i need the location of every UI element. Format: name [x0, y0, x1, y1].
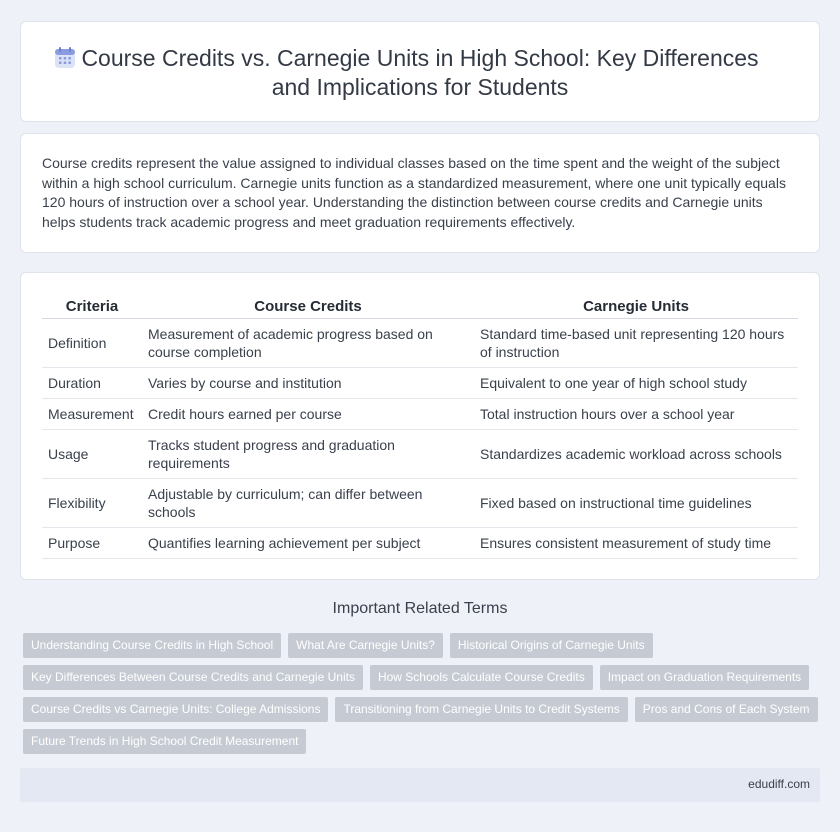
tag-link[interactable]: What Are Carnegie Units? — [288, 633, 443, 658]
table-row — [42, 319, 798, 368]
cell-criteria: Definition — [42, 319, 142, 368]
tag-link[interactable]: Transitioning from Carnegie Units to Credit Systems — [335, 697, 627, 722]
tag-link[interactable]: Historical Origins of Carnegie Units — [450, 633, 653, 658]
page-title-line-2: and Implications for Students — [271, 74, 569, 100]
tag-link[interactable]: Key Differences Between Course Credits and Carnegie Units — [23, 665, 363, 690]
table-row — [42, 368, 798, 399]
page-title-line-1: Course Credits vs. Carnegie Units in High School: Key Differences — [81, 45, 759, 71]
header-course-credits: Course Credits — [142, 295, 474, 319]
comparison-table — [42, 295, 798, 559]
cell-course-credits: Adjustable by curriculum; can differ between schools — [142, 479, 474, 528]
tag-link[interactable]: Understanding Course Credits in High School — [23, 633, 281, 658]
tag-link[interactable]: How Schools Calculate Course Credits — [370, 665, 593, 690]
cell-criteria: Purpose — [42, 528, 142, 559]
tag-link[interactable]: Future Trends in High School Credit Measurement — [23, 729, 306, 754]
footer-site-link[interactable]: edudiff.com — [748, 777, 810, 791]
cell-course-credits: Quantifies learning achievement per subject — [142, 528, 474, 559]
page-title — [21, 44, 819, 102]
tag-link[interactable]: Impact on Graduation Requirements — [600, 665, 809, 690]
footer — [20, 768, 820, 802]
cell-course-credits: Credit hours earned per course — [142, 399, 474, 430]
table-row — [42, 528, 798, 559]
header-criteria: Criteria — [42, 295, 142, 319]
tag-link[interactable]: Pros and Cons of Each System — [635, 697, 818, 722]
cell-criteria: Measurement — [42, 399, 142, 430]
table-header-row — [42, 295, 798, 319]
comparison-card — [20, 272, 820, 580]
related-terms-tags — [23, 633, 823, 761]
cell-course-credits: Tracks student progress and graduation requirements — [142, 430, 474, 479]
cell-carnegie-units: Total instruction hours over a school year — [474, 399, 798, 430]
related-terms-title: Important Related Terms — [332, 600, 508, 617]
intro-paragraph: Course credits represent the value assigned to individual classes based on the time spent and the weight of the subject within a high school curriculum. Carnegie units function as a standardized measurement, where one unit typically equals 120 hours of instruction over a school year. Understanding the distinction between course credits and Carnegie units helps students track academic progress and meet graduation requirements effectively. — [42, 155, 786, 230]
cell-criteria: Usage — [42, 430, 142, 479]
header-card — [20, 21, 820, 122]
table-row — [42, 479, 798, 528]
header-carnegie-units: Carnegie Units — [474, 295, 798, 319]
table-row — [42, 399, 798, 430]
cell-carnegie-units: Standardizes academic workload across schools — [474, 430, 798, 479]
cell-criteria: Duration — [42, 368, 142, 399]
cell-carnegie-units: Equivalent to one year of high school study — [474, 368, 798, 399]
cell-carnegie-units: Fixed based on instructional time guidelines — [474, 479, 798, 528]
cell-criteria: Flexibility — [42, 479, 142, 528]
intro-card — [20, 133, 820, 253]
cell-carnegie-units: Ensures consistent measurement of study time — [474, 528, 798, 559]
cell-carnegie-units: Standard time-based unit representing 120 hours of instruction — [474, 319, 798, 368]
tag-link[interactable]: Course Credits vs Carnegie Units: College Admissions — [23, 697, 328, 722]
table-row — [42, 430, 798, 479]
cell-course-credits: Measurement of academic progress based on course completion — [142, 319, 474, 368]
cell-course-credits: Varies by course and institution — [142, 368, 474, 399]
